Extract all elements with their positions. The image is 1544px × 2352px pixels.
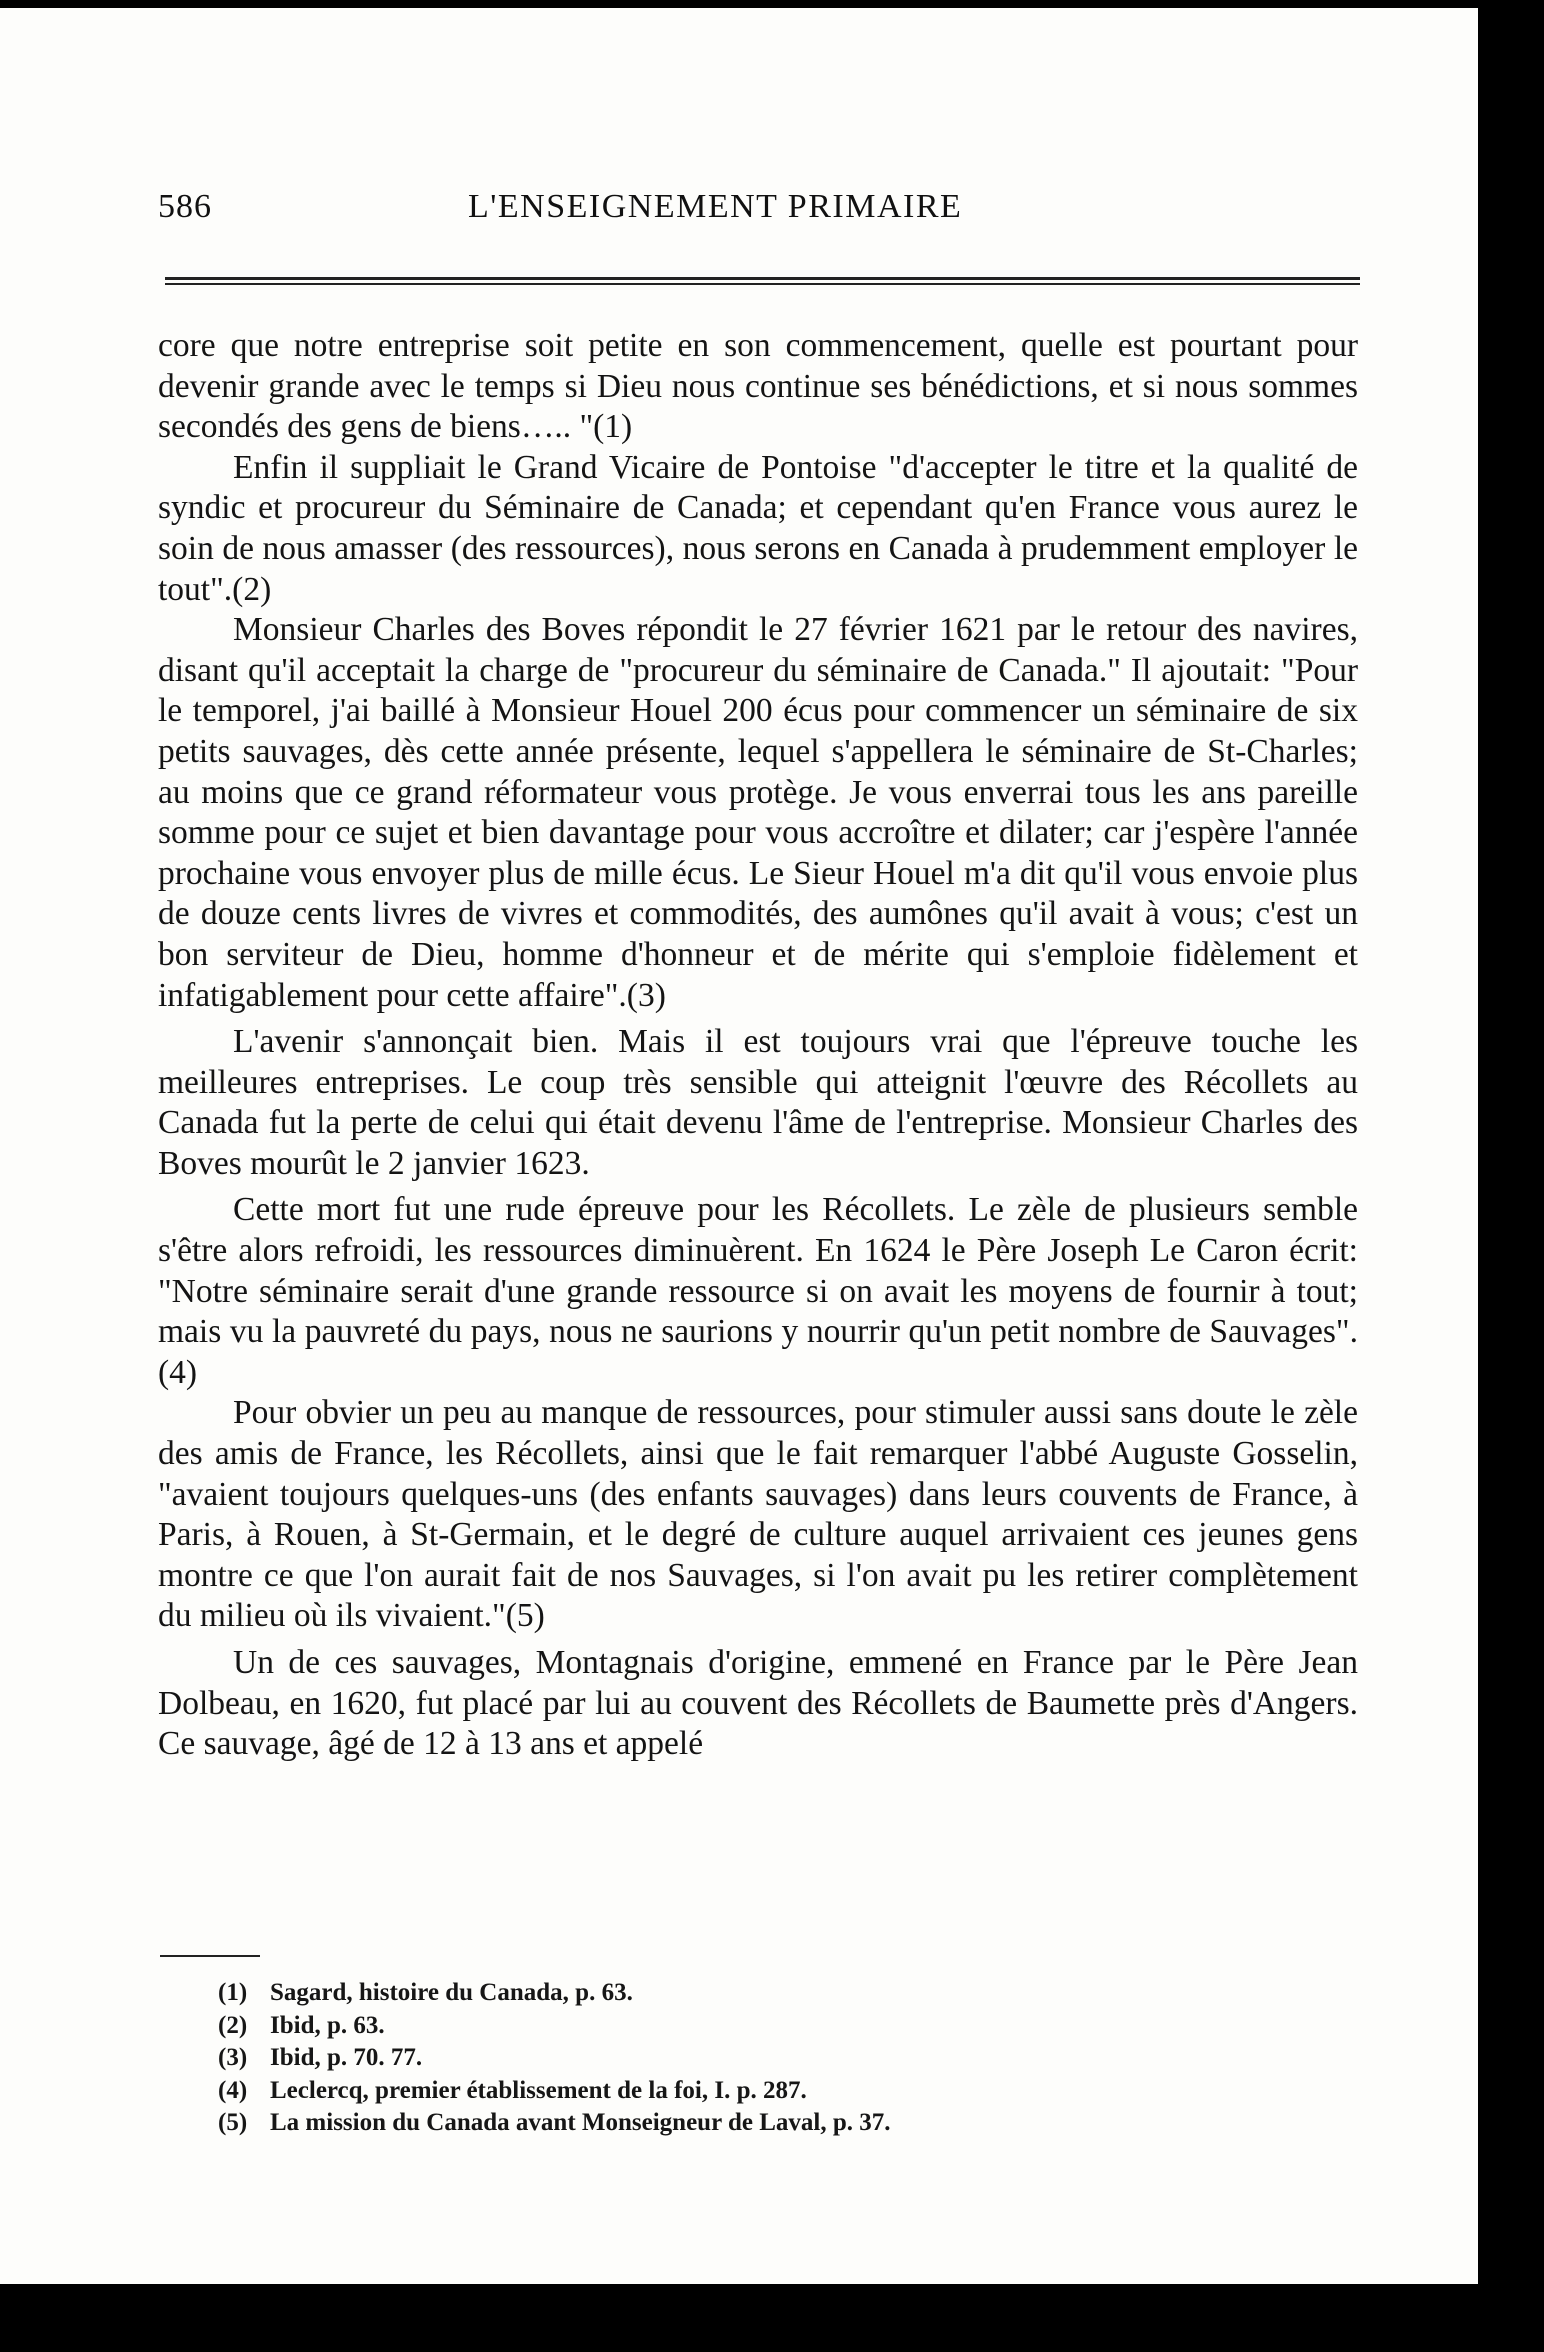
- footnote-number: (4): [218, 2076, 248, 2104]
- paragraph: L'avenir s'annonçait bien. Mais il est toujours vrai que l'épreuve touche les meilleures entreprises. Le coup très sensible qui atteignit l'œuvre des Récollets au Canada fut la perte de celui qui était devenu l'âme de l'entreprise. Monsieur Charles des Boves mourût le 2 janvier 1623.: [158, 1023, 1358, 1182]
- body-text: [158, 326, 1358, 1765]
- paragraph-continued: core que notre entreprise soit petite en son commencement, quelle est pourtant pour devenir grande avec le temps si Dieu nous continue ses bénédictions, et si nous sommes secondés des gens de biens….. "(1): [158, 327, 1358, 446]
- footnote-text: Leclercq, premier établissement de la foi, I. p. 287.: [270, 2076, 807, 2104]
- scan-border-bottom: [0, 2284, 1544, 2352]
- footnote-text: Sagard, histoire du Canada, p. 63.: [270, 1979, 633, 2006]
- paragraph: Cette mort fut une rude épreuve pour les Récollets. Le zèle de plusieurs semble s'être alors refroidi, les ressources diminuèrent. En 1624 le Père Joseph Le Caron écrit: "Notre séminaire serait d'une grande ressource si on avait les moyens de fournir à tout; mais vu la pauvreté du pays, nous ne saurions y nourrir qu'un petit nombre de Sauvages".(4): [158, 1191, 1358, 1391]
- footnote: [218, 2107, 1318, 2140]
- footnote: [218, 1977, 1318, 2010]
- footnote-text: Ibid, p. 63.: [270, 2011, 385, 2039]
- footnote: [218, 2042, 1318, 2075]
- footnote-number: (1): [218, 1979, 248, 2006]
- header-rule-top: [165, 277, 1360, 280]
- footnote-rule: [160, 1955, 260, 1957]
- footnote-number: (2): [218, 2011, 248, 2039]
- footnote: [218, 2010, 1318, 2043]
- book-page: [0, 8, 1478, 2284]
- page-number: 586: [158, 188, 212, 225]
- running-title: L'ENSEIGNEMENT PRIMAIRE: [468, 188, 963, 225]
- scan-border-right: [1478, 0, 1544, 2352]
- footnote-text: La mission du Canada avant Monseigneur de Laval, p. 37.: [270, 2109, 891, 2136]
- footnote-number: (3): [218, 2044, 248, 2071]
- paragraph: Enfin il suppliait le Grand Vicaire de Pontoise "d'accepter le titre et la qualité de syndic et procureur du Séminaire de Canada; et cependant qu'en France vous aurez le soin de nous amasser (des ressources), nous serons en Canada à prudemment employer le tout".(2): [158, 448, 1358, 608]
- header-rule-bottom: [165, 283, 1360, 285]
- paragraph: Un de ces sauvages, Montagnais d'origine, emmené en France par le Père Jean Dolbeau, en 1620, fut placé par lui au couvent des Récollets de Baumette près d'Angers. Ce sauvage, âgé de 12 à 13 ans et appelé: [158, 1644, 1358, 1763]
- footnote: [218, 2075, 1318, 2108]
- footnote-number: (5): [218, 2109, 248, 2136]
- footnote-text: Ibid, p. 70. 77.: [270, 2044, 423, 2071]
- paragraph: Monsieur Charles des Boves répondit le 27 février 1621 par le retour des navires, disant qu'il acceptait la charge de "procureur du séminaire de Canada." Il ajoutait: "Pour le temporel, j'ai baillé à Monsieur Houel 200 écus pour commencer un séminaire de six petits sauvages, dès cette année présente, lequel s'appellera le séminaire de St-Charles; au moins que ce grand réformateur vous protège. Je vous enverrai tous les ans pareille somme pour ce sujet et bien davantage pour vous accroître et dilater; car j'espère l'année prochaine vous envoyer plus de mille écus. Le Sieur Houel m'a dit qu'il vous envoie plus de douze cents livres de vivres et commodités, des aumônes qu'il avait à vous; c'est un bon serviteur de Dieu, homme d'honneur et de mérite qui s'emploie fidèlement et infatigablement pour cette affaire".(3): [158, 611, 1358, 1014]
- footnotes: [218, 1977, 1318, 2140]
- paragraph: Pour obvier un peu au manque de ressources, pour stimuler aussi sans doute le zèle des amis de France, les Récollets, ainsi que le fait remarquer l'abbé Auguste Gosselin, "avaient toujours quelques-uns (des enfants sauvages) dans leurs couvents de France, à Paris, à Rouen, à St-Germain, et le degré de culture auquel arrivaient ces jeunes gens montre ce que l'on aurait fait de nos Sauvages, si l'on avait pu les retirer complètement du milieu où ils vivaient."(5): [158, 1394, 1358, 1635]
- page-header: [158, 188, 1358, 238]
